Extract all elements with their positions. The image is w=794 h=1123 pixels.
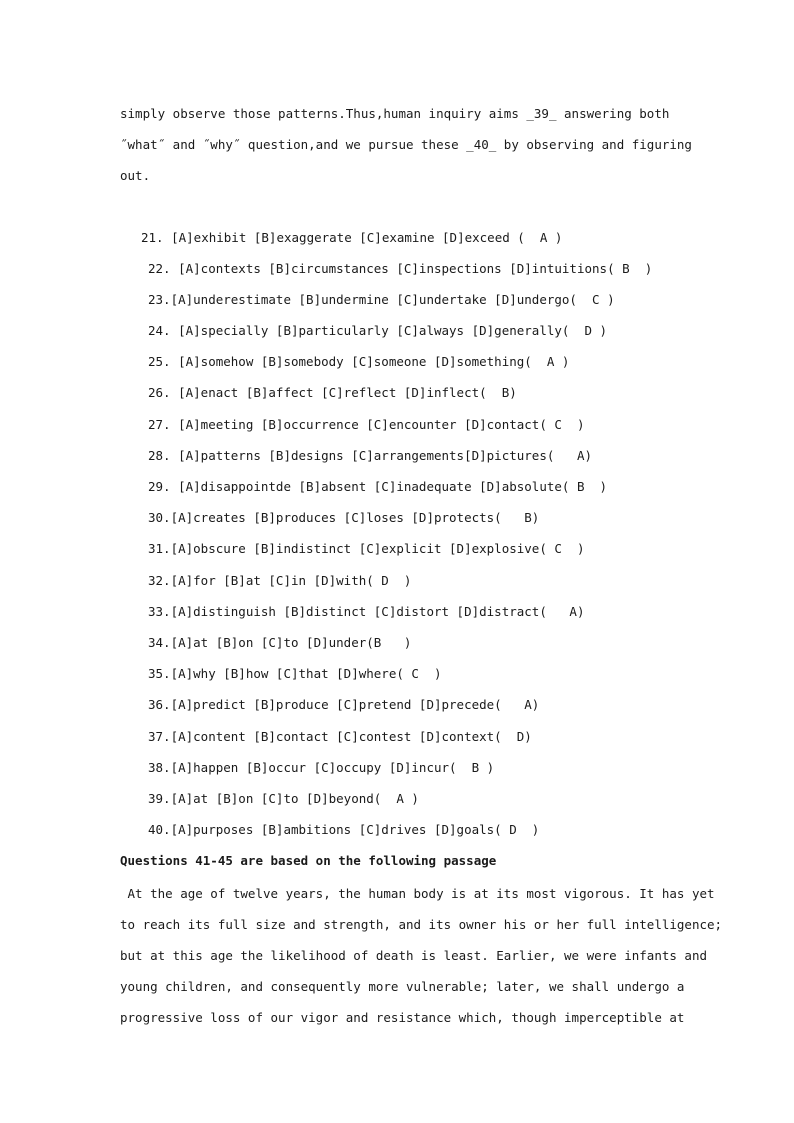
question-item: 25. [A]somehow [B]somebody [C]someone [D]something( A ) xyxy=(148,354,570,369)
question-item: 34.[A]at [B]on [C]to [D]under(B ) xyxy=(148,635,412,650)
section-heading: Questions 41-45 are based on the following passage xyxy=(120,853,497,868)
passage-line: ˝what˝ and ˝why˝ question,and we pursue these _40_ by observing and figuring xyxy=(120,137,692,152)
question-item: 29. [A]disappointde [B]absent [C]inadequate [D]absolute( B ) xyxy=(148,479,608,494)
question-item: 36.[A]predict [B]produce [C]pretend [D]precede( A) xyxy=(148,697,540,712)
question-item: 27. [A]meeting [B]occurrence [C]encounter [D]contact( C ) xyxy=(148,417,585,432)
question-item: 26. [A]enact [B]affect [C]reflect [D]inflect( B) xyxy=(148,385,517,400)
question-item: 24. [A]specially [B]particularly [C]always [D]generally( D ) xyxy=(148,323,608,338)
passage-line: young children, and consequently more vulnerable; later, we shall undergo a xyxy=(120,979,685,994)
question-item: 32.[A]for [B]at [C]in [D]with( D ) xyxy=(148,573,412,588)
question-item: 22. [A]contexts [B]circumstances [C]inspections [D]intuitions( B ) xyxy=(148,261,653,276)
question-item: 37.[A]content [B]contact [C]contest [D]context( D) xyxy=(148,729,532,744)
question-item: 23.[A]underestimate [B]undermine [C]undertake [D]undergo( C ) xyxy=(148,292,615,307)
question-item: 31.[A]obscure [B]indistinct [C]explicit [D]explosive( C ) xyxy=(148,541,585,556)
question-item: 30.[A]creates [B]produces [C]loses [D]protects( B) xyxy=(148,510,540,525)
passage-line: out. xyxy=(120,168,151,183)
question-item: 39.[A]at [B]on [C]to [D]beyond( A ) xyxy=(148,791,419,806)
passage-line: At the age of twelve years, the human body is at its most vigorous. It has yet xyxy=(120,886,715,901)
passage-line: but at this age the likelihood of death is least. Earlier, we were infants and xyxy=(120,948,707,963)
passage-line: to reach its full size and strength, and its owner his or her full intelligence; xyxy=(120,917,723,932)
passage-line: simply observe those patterns.Thus,human inquiry aims _39_ answering both xyxy=(120,106,670,121)
question-item: 35.[A]why [B]how [C]that [D]where( C ) xyxy=(148,666,442,681)
question-item: 38.[A]happen [B]occur [C]occupy [D]incur( B ) xyxy=(148,760,495,775)
question-item: 33.[A]distinguish [B]distinct [C]distort [D]distract( A) xyxy=(148,604,585,619)
question-item: 28. [A]patterns [B]designs [C]arrangements[D]pictures( A) xyxy=(148,448,593,463)
question-item: 40.[A]purposes [B]ambitions [C]drives [D]goals( D ) xyxy=(148,822,540,837)
question-item: 21. [A]exhibit [B]exaggerate [C]examine [D]exceed ( A ) xyxy=(141,230,563,245)
passage-line: progressive loss of our vigor and resistance which, though imperceptible at xyxy=(120,1010,685,1025)
